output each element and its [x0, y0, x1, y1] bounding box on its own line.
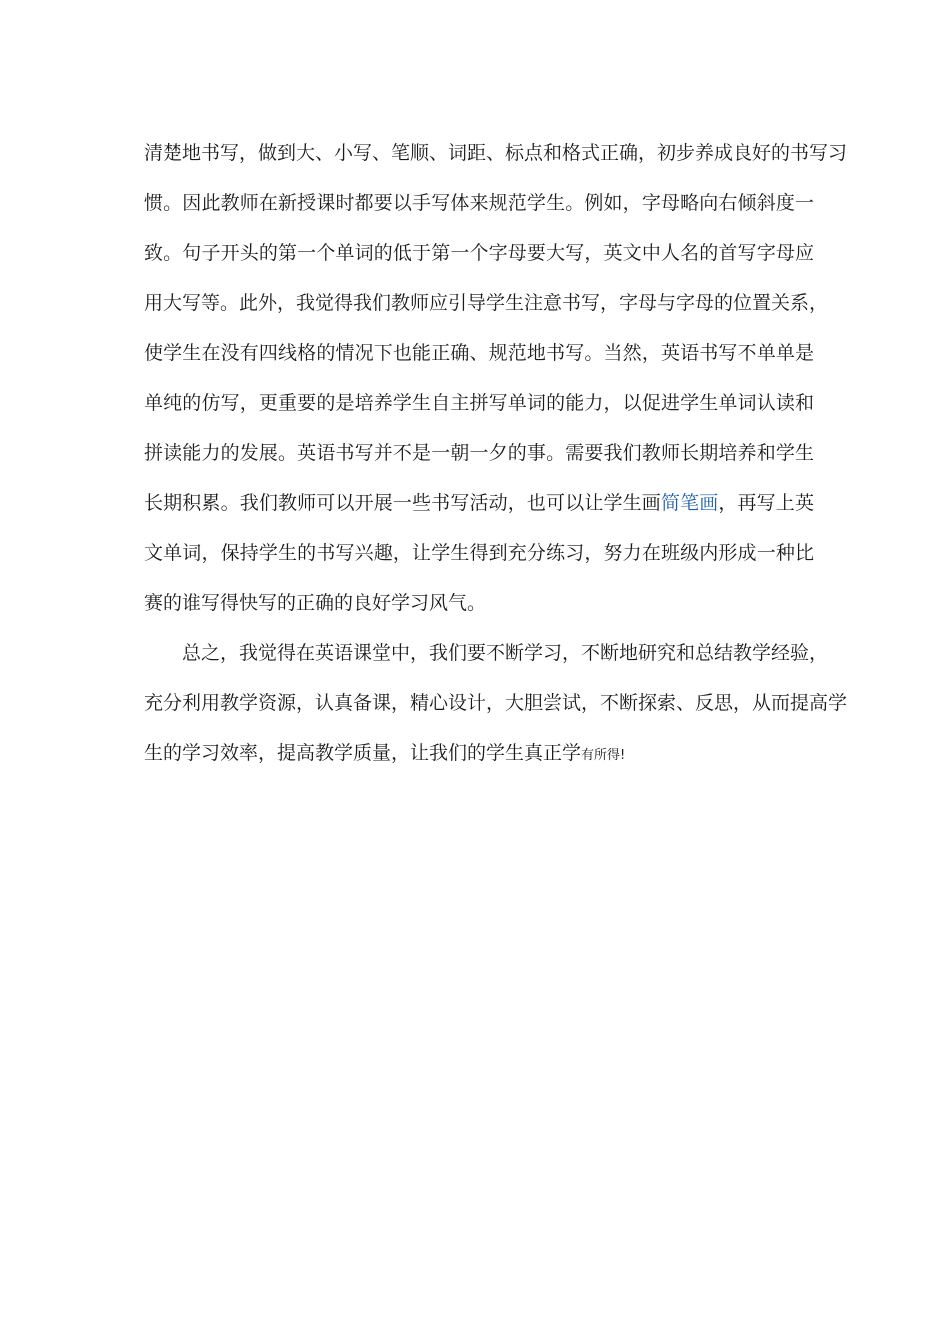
- text-line: 赛的谁写得快写的正确的良好学习风气。: [144, 592, 487, 614]
- paragraph-2: [144, 628, 848, 778]
- text-line: 用大写等。此外，我觉得我们教师应引导学生注意书写，字母与字母的位置关系，: [144, 292, 829, 314]
- text-segment: 长期积累。我们教师可以开展一些书写活动，也可以让学生画: [144, 492, 661, 514]
- text-line: 惯。因此教师在新授课时都要以手写体来规范学生。例如，字母略向右倾斜度一: [144, 192, 814, 214]
- text-line: 清楚地书写，做到大、小写、笔顺、词距、标点和格式正确，初步养成良好的书写习: [144, 142, 848, 164]
- text-segment: 生的学习效率，提高教学质量，让我们的学生真正学: [144, 742, 582, 764]
- text-line: 致。句子开头的第一个单词的低于第一个字母要大写，英文中人名的首写字母应: [144, 242, 814, 264]
- jianbihua-link[interactable]: 简笔画: [660, 492, 719, 514]
- text-line: 总之，我觉得在英语课堂中，我们要不断学习，不断地研究和总结教学经验，: [182, 642, 829, 664]
- small-text-segment: 有所得!: [581, 748, 626, 763]
- text-line: [144, 728, 814, 778]
- text-line-with-link: [144, 478, 814, 528]
- text-line: 充分利用教学资源，认真备课，精心设计，大胆尝试，不断探索、反思，从而提高学: [144, 692, 848, 714]
- text-line: 单纯的仿写，更重要的是培养学生自主拼写单词的能力，以促进学生单词认读和: [144, 392, 814, 414]
- text-line: 文单词，保持学生的书写兴趣，让学生得到充分练习，努力在班级内形成一种比: [144, 542, 814, 564]
- document-body: [144, 128, 848, 778]
- text-line: 拼读能力的发展。英语书写并不是一朝一夕的事。需要我们教师长期培养和学生: [144, 442, 814, 464]
- text-segment: ，再写上英: [718, 492, 814, 514]
- paragraph-1: [144, 128, 848, 628]
- text-line: 使学生在没有四线格的情况下也能正确、规范地书写。当然，英语书写不单单是: [144, 342, 814, 364]
